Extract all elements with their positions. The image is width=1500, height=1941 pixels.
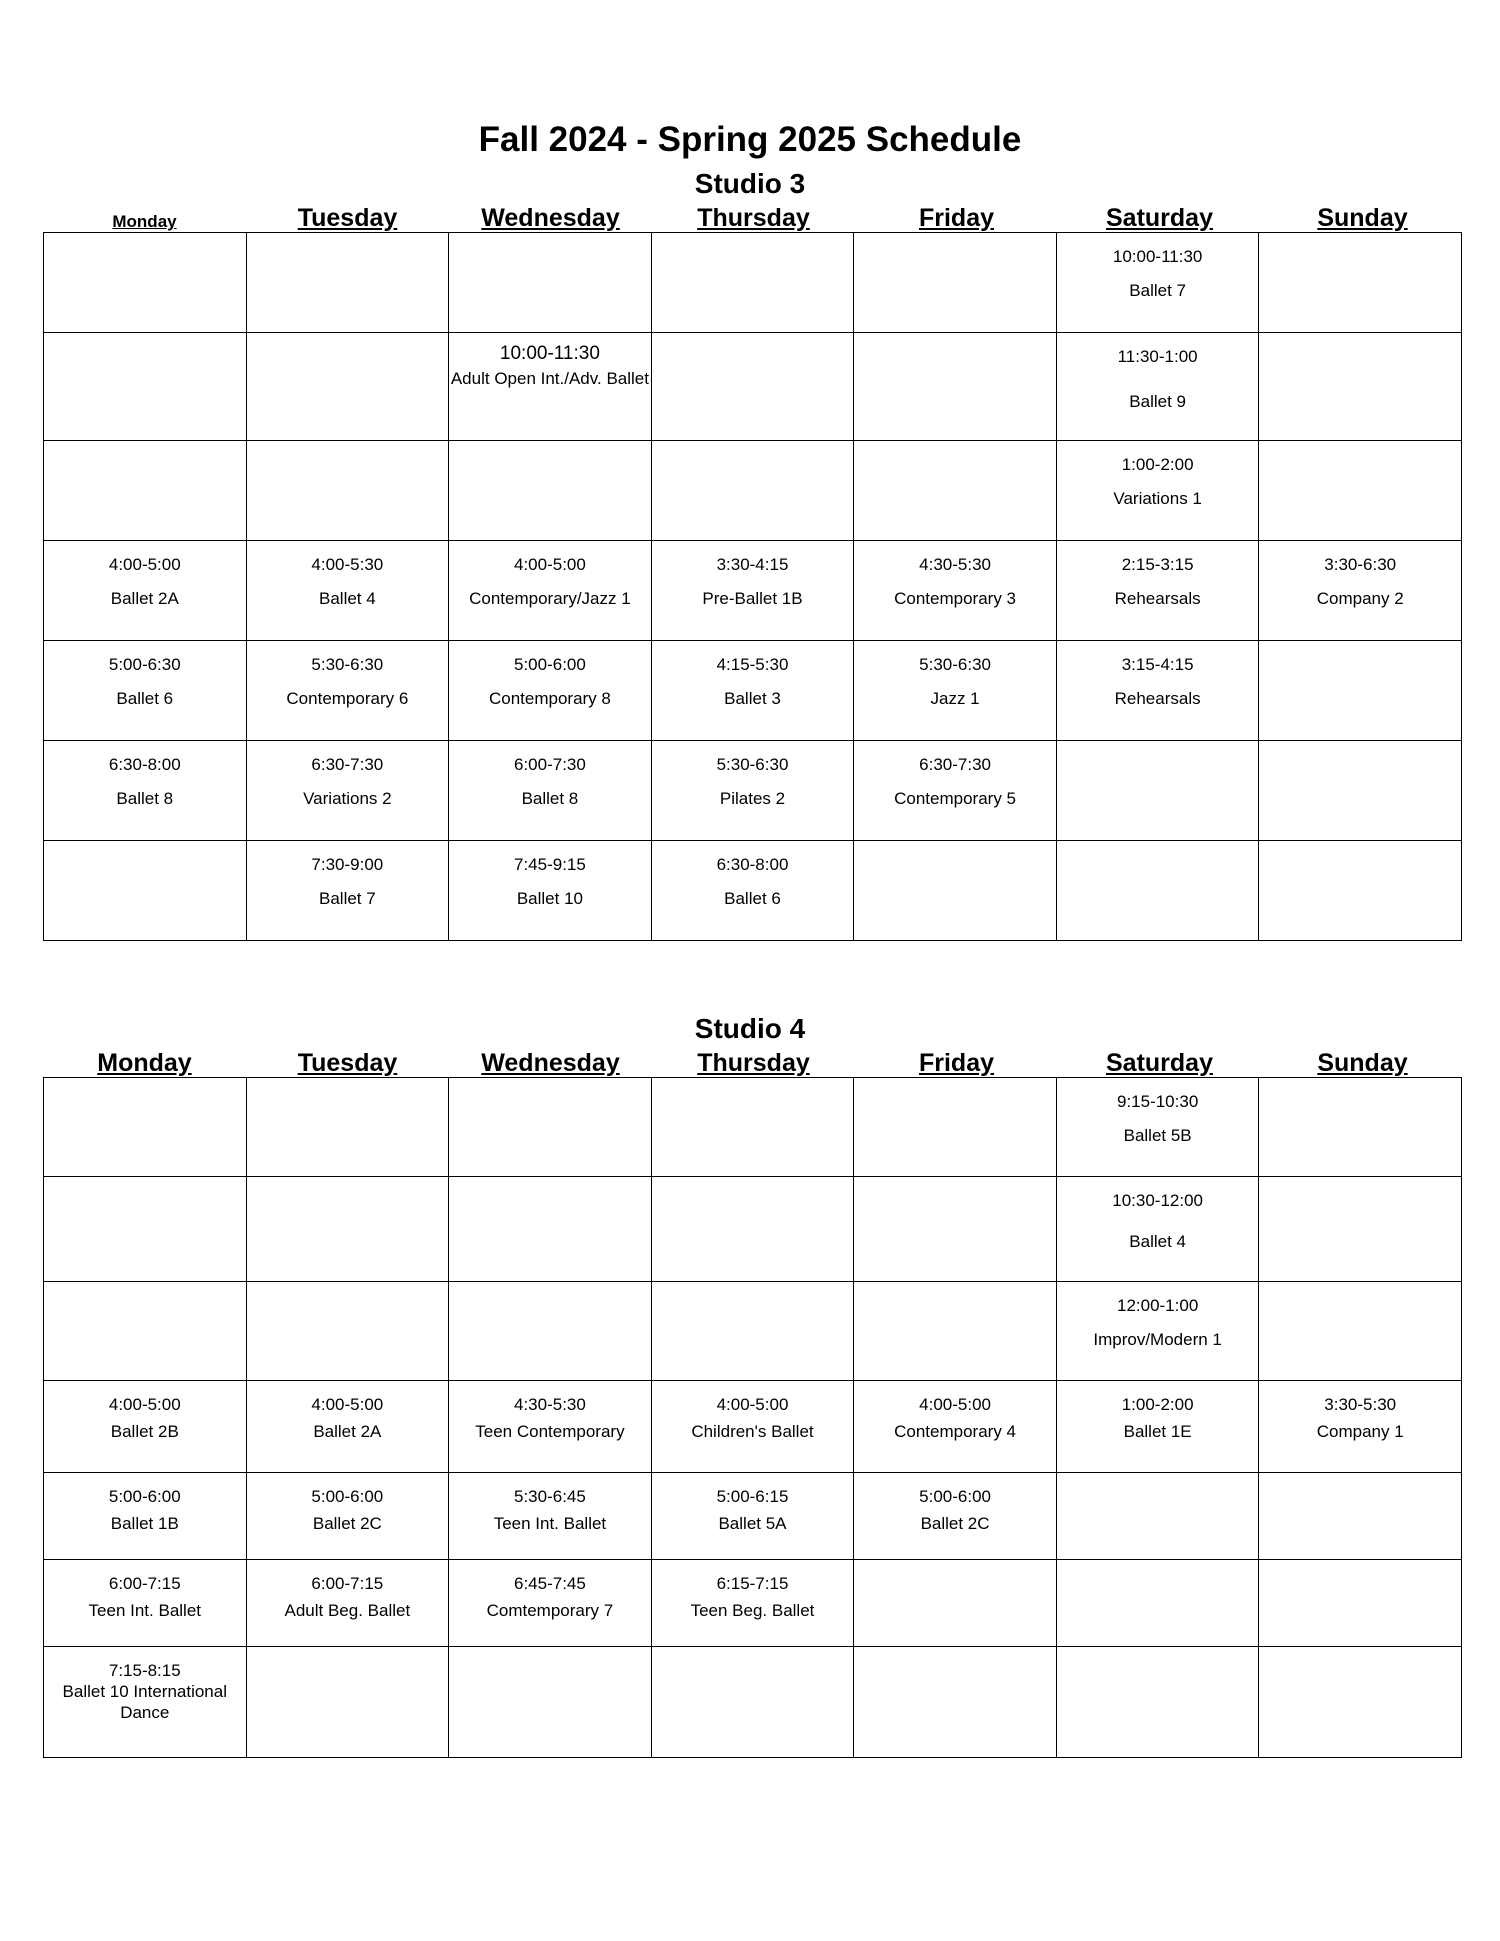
schedule-cell bbox=[1259, 233, 1462, 333]
schedule-cell bbox=[1057, 541, 1260, 641]
class-name: Variations 2 bbox=[303, 789, 392, 808]
class-name: Ballet 5A bbox=[718, 1514, 787, 1533]
schedule-cell bbox=[1259, 1560, 1462, 1647]
class-time: 1:00-2:00 bbox=[1121, 1395, 1194, 1414]
schedule-cell bbox=[1057, 1282, 1260, 1381]
class-time: 3:30-5:30 bbox=[1324, 1395, 1397, 1414]
class-name: Ballet 4 bbox=[1129, 1232, 1186, 1251]
class-name: Jazz 1 bbox=[930, 689, 980, 708]
day-header-saturday: Saturday bbox=[1106, 1049, 1213, 1077]
schedule-cell bbox=[652, 233, 855, 333]
schedule-cell bbox=[854, 1078, 1057, 1177]
day-header-tuesday: Tuesday bbox=[297, 204, 398, 232]
class-time: 4:00-5:00 bbox=[514, 555, 586, 574]
class-time: 4:30-5:30 bbox=[514, 1395, 586, 1414]
class-name: Contemporary 4 bbox=[894, 1422, 1016, 1441]
class-time: 6:00-7:15 bbox=[311, 1574, 384, 1593]
class-time: 2:15-3:15 bbox=[1121, 555, 1194, 574]
class-time: 7:30-9:00 bbox=[311, 855, 384, 874]
schedule-cell bbox=[247, 1177, 450, 1282]
class-time: 5:00-6:30 bbox=[108, 655, 181, 674]
class-time: 10:00-11:30 bbox=[1112, 247, 1203, 266]
studio-3-title: Studio 3 bbox=[694, 168, 806, 199]
class-name: Ballet 7 bbox=[319, 889, 376, 908]
schedule-cell bbox=[44, 1647, 247, 1758]
class-time: 1:00-2:00 bbox=[1121, 455, 1194, 474]
class-name: Contemporary 6 bbox=[286, 689, 409, 708]
schedule-cell bbox=[854, 841, 1057, 941]
class-name: Ballet 7 bbox=[1129, 281, 1186, 300]
schedule-cell bbox=[44, 1560, 247, 1647]
class-time: 6:15-7:15 bbox=[716, 1574, 789, 1593]
class-name: Ballet 1E bbox=[1123, 1422, 1192, 1441]
class-time: 5:30-6:30 bbox=[311, 655, 384, 674]
studio-3-day-headers bbox=[43, 203, 1462, 233]
class-time: 7:15-8:15 bbox=[108, 1661, 181, 1680]
schedule-cell bbox=[854, 641, 1057, 741]
schedule-cell bbox=[1057, 1473, 1260, 1560]
schedule-cell bbox=[1259, 1282, 1462, 1381]
class-time: 6:30-8:00 bbox=[716, 855, 789, 874]
schedule-cell bbox=[1057, 641, 1260, 741]
schedule-cell bbox=[1057, 441, 1260, 541]
class-name: Company 2 bbox=[1316, 589, 1404, 608]
class-time: 6:00-7:15 bbox=[108, 1574, 181, 1593]
class-time: 4:00-5:00 bbox=[311, 1395, 384, 1414]
schedule-cell bbox=[449, 1473, 652, 1560]
class-name: Ballet 10 International Dance bbox=[62, 1682, 227, 1722]
schedule-cell bbox=[854, 233, 1057, 333]
class-time: 5:00-6:00 bbox=[108, 1487, 181, 1506]
day-header-thursday: Thursday bbox=[697, 1049, 810, 1077]
class-name: Contemporary 3 bbox=[894, 589, 1016, 608]
schedule-cell bbox=[44, 641, 247, 741]
day-header-monday: Monday bbox=[97, 1049, 192, 1077]
schedule-cell bbox=[44, 1473, 247, 1560]
schedule-cell bbox=[1259, 1473, 1462, 1560]
class-time: 5:00-6:00 bbox=[311, 1487, 384, 1506]
schedule-cell bbox=[449, 1560, 652, 1647]
class-name: Teen Int. Ballet bbox=[88, 1601, 202, 1620]
schedule-cell bbox=[44, 1282, 247, 1381]
class-name: Rehearsals bbox=[1114, 589, 1201, 608]
schedule-cell bbox=[854, 1473, 1057, 1560]
class-name: Ballet 6 bbox=[724, 889, 781, 908]
class-name: Variations 1 bbox=[1113, 489, 1202, 508]
class-time: 4:00-5:30 bbox=[311, 555, 384, 574]
class-time: 5:30-6:45 bbox=[514, 1487, 586, 1506]
class-time: 3:30-4:15 bbox=[716, 555, 789, 574]
schedule-cell bbox=[449, 641, 652, 741]
schedule-cell bbox=[247, 1282, 450, 1381]
class-name: Ballet 6 bbox=[116, 689, 174, 708]
schedule-cell bbox=[652, 333, 855, 441]
class-time: 4:00-5:00 bbox=[716, 1395, 789, 1414]
schedule-cell bbox=[247, 841, 450, 941]
class-time: 10:30-12:00 bbox=[1112, 1191, 1203, 1210]
schedule-cell bbox=[247, 1647, 450, 1758]
schedule-cell bbox=[449, 1647, 652, 1758]
class-time: 5:00-6:00 bbox=[514, 655, 586, 674]
schedule-cell bbox=[1057, 333, 1260, 441]
schedule-cell bbox=[854, 1177, 1057, 1282]
schedule-cell bbox=[247, 441, 450, 541]
schedule-cell bbox=[1057, 1560, 1260, 1647]
studio-4-day-headers bbox=[43, 1048, 1462, 1078]
class-name: Adult Open Int./Adv. Ballet bbox=[450, 369, 649, 388]
class-name: Ballet 9 bbox=[1129, 392, 1186, 411]
schedule-cell bbox=[652, 441, 855, 541]
schedule-cell bbox=[449, 541, 652, 641]
class-name: Ballet 2C bbox=[920, 1514, 990, 1533]
schedule-cell bbox=[1057, 1177, 1260, 1282]
class-time: 6:30-7:30 bbox=[311, 755, 384, 774]
class-name: Ballet 8 bbox=[521, 789, 579, 808]
schedule-cell bbox=[1259, 841, 1462, 941]
class-time: 12:00-1:00 bbox=[1116, 1296, 1199, 1315]
class-name: Children's Ballet bbox=[691, 1422, 814, 1441]
class-time: 4:00-5:00 bbox=[919, 1395, 991, 1414]
studio-3-schedule-table bbox=[43, 232, 1462, 941]
schedule-cell bbox=[854, 1381, 1057, 1473]
schedule-cell bbox=[449, 841, 652, 941]
schedule-cell bbox=[44, 1078, 247, 1177]
schedule-cell bbox=[1057, 741, 1260, 841]
schedule-cell bbox=[652, 1473, 855, 1560]
day-header-friday: Friday bbox=[918, 1049, 995, 1077]
class-time: 6:30-7:30 bbox=[919, 755, 991, 774]
schedule-cell bbox=[1259, 1381, 1462, 1473]
class-time: 6:00-7:30 bbox=[514, 755, 586, 774]
schedule-cell bbox=[449, 1381, 652, 1473]
schedule-cell bbox=[854, 1647, 1057, 1758]
schedule-cell bbox=[854, 441, 1057, 541]
page-title: Fall 2024 - Spring 2025 Schedule bbox=[478, 120, 1022, 159]
class-time: 6:30-8:00 bbox=[108, 755, 181, 774]
class-name: Ballet 2A bbox=[313, 1422, 382, 1441]
schedule-cell bbox=[854, 741, 1057, 841]
schedule-cell bbox=[449, 1282, 652, 1381]
schedule-cell bbox=[449, 741, 652, 841]
class-time: 5:30-6:30 bbox=[919, 655, 991, 674]
class-name: Ballet 2C bbox=[312, 1514, 382, 1533]
schedule-cell bbox=[652, 1078, 855, 1177]
schedule-cell bbox=[44, 441, 247, 541]
schedule-cell bbox=[1259, 1647, 1462, 1758]
class-name: Ballet 2A bbox=[110, 589, 179, 608]
class-time: 6:45-7:45 bbox=[514, 1574, 586, 1593]
schedule-cell bbox=[44, 541, 247, 641]
schedule-cell bbox=[652, 1560, 855, 1647]
schedule-cell bbox=[854, 541, 1057, 641]
schedule-cell bbox=[247, 1473, 450, 1560]
schedule-cell bbox=[1057, 1078, 1260, 1177]
day-header-sunday: Sunday bbox=[1317, 204, 1408, 232]
schedule-cell bbox=[44, 741, 247, 841]
class-time: 3:30-6:30 bbox=[1324, 555, 1397, 574]
class-name: Contemporary/Jazz 1 bbox=[469, 589, 631, 608]
schedule-cell bbox=[1057, 1647, 1260, 1758]
schedule-cell bbox=[44, 1381, 247, 1473]
schedule-cell bbox=[44, 333, 247, 441]
schedule-cell bbox=[652, 1381, 855, 1473]
class-name: Pilates 2 bbox=[719, 789, 786, 808]
schedule-cell bbox=[1259, 541, 1462, 641]
schedule-cell bbox=[247, 1078, 450, 1177]
schedule-cell bbox=[247, 641, 450, 741]
schedule-cell bbox=[1259, 1177, 1462, 1282]
class-name: Teen Contemporary bbox=[475, 1422, 625, 1441]
schedule-cell bbox=[449, 333, 652, 441]
class-time: 4:15-5:30 bbox=[716, 655, 789, 674]
class-name: Ballet 10 bbox=[516, 889, 583, 908]
day-header-thursday: Thursday bbox=[697, 204, 810, 232]
schedule-cell bbox=[652, 1647, 855, 1758]
day-header-monday: Monday bbox=[112, 212, 177, 231]
class-name: Adult Beg. Ballet bbox=[284, 1601, 411, 1620]
class-time: 4:30-5:30 bbox=[919, 555, 991, 574]
schedule-cell bbox=[652, 1177, 855, 1282]
class-time: 10:00-11:30 bbox=[499, 343, 600, 364]
class-name: Ballet 5B bbox=[1123, 1126, 1192, 1145]
day-header-tuesday: Tuesday bbox=[297, 1049, 398, 1077]
day-header-sunday: Sunday bbox=[1317, 1049, 1408, 1077]
class-name: Teen Int. Ballet bbox=[493, 1514, 607, 1533]
schedule-cell bbox=[449, 441, 652, 541]
class-name: Teen Beg. Ballet bbox=[690, 1601, 815, 1620]
schedule-cell bbox=[1259, 441, 1462, 541]
class-time: 4:00-5:00 bbox=[108, 1395, 181, 1414]
schedule-cell bbox=[652, 741, 855, 841]
schedule-cell bbox=[854, 333, 1057, 441]
schedule-cell bbox=[1259, 1078, 1462, 1177]
schedule-cell bbox=[1057, 841, 1260, 941]
schedule-cell bbox=[247, 233, 450, 333]
class-name: Ballet 4 bbox=[319, 589, 376, 608]
day-header-wednesday: Wednesday bbox=[481, 1049, 620, 1077]
class-name: Company 1 bbox=[1316, 1422, 1404, 1441]
schedule-cell bbox=[44, 1177, 247, 1282]
class-time: 4:00-5:00 bbox=[108, 555, 181, 574]
class-time: 5:30-6:30 bbox=[716, 755, 789, 774]
class-name: Contemporary 5 bbox=[894, 789, 1016, 808]
class-name: Comtemporary 7 bbox=[486, 1601, 614, 1620]
schedule-cell bbox=[652, 541, 855, 641]
schedule-cell bbox=[1259, 333, 1462, 441]
schedule-cell bbox=[854, 1282, 1057, 1381]
schedule-cell bbox=[247, 1381, 450, 1473]
day-header-friday: Friday bbox=[918, 204, 995, 232]
class-name: Ballet 3 bbox=[724, 689, 781, 708]
schedule-cell bbox=[247, 541, 450, 641]
studio-4-schedule-table bbox=[43, 1077, 1462, 1758]
class-time: 5:00-6:00 bbox=[919, 1487, 991, 1506]
day-header-saturday: Saturday bbox=[1106, 204, 1213, 232]
schedule-cell bbox=[652, 1282, 855, 1381]
schedule-cell bbox=[449, 1078, 652, 1177]
studio-4-title: Studio 4 bbox=[694, 1013, 806, 1044]
class-time: 5:00-6:15 bbox=[716, 1487, 789, 1506]
schedule-cell bbox=[247, 1560, 450, 1647]
class-name: Rehearsals bbox=[1114, 689, 1201, 708]
schedule-cell bbox=[449, 233, 652, 333]
class-name: Ballet 1B bbox=[110, 1514, 179, 1533]
schedule-cell bbox=[1057, 1381, 1260, 1473]
class-name: Ballet 8 bbox=[116, 789, 174, 808]
schedule-cell bbox=[247, 333, 450, 441]
class-time: 7:45-9:15 bbox=[514, 855, 586, 874]
class-name: Pre-Ballet 1B bbox=[702, 589, 803, 608]
schedule-cell bbox=[652, 641, 855, 741]
schedule-cell bbox=[44, 841, 247, 941]
schedule-cell bbox=[854, 1560, 1057, 1647]
schedule-cell bbox=[652, 841, 855, 941]
schedule-cell bbox=[1259, 741, 1462, 841]
schedule-cell bbox=[44, 233, 247, 333]
class-name: Ballet 2B bbox=[110, 1422, 179, 1441]
class-name: Improv/Modern 1 bbox=[1093, 1330, 1222, 1349]
day-header-wednesday: Wednesday bbox=[481, 204, 620, 232]
class-time: 3:15-4:15 bbox=[1121, 655, 1194, 674]
schedule-cell bbox=[247, 741, 450, 841]
class-time: 11:30-1:00 bbox=[1117, 347, 1198, 366]
schedule-cell bbox=[1259, 641, 1462, 741]
schedule-cell bbox=[1057, 233, 1260, 333]
schedule-cell bbox=[449, 1177, 652, 1282]
class-name: Contemporary 8 bbox=[488, 689, 611, 708]
class-time: 9:15-10:30 bbox=[1116, 1092, 1199, 1111]
